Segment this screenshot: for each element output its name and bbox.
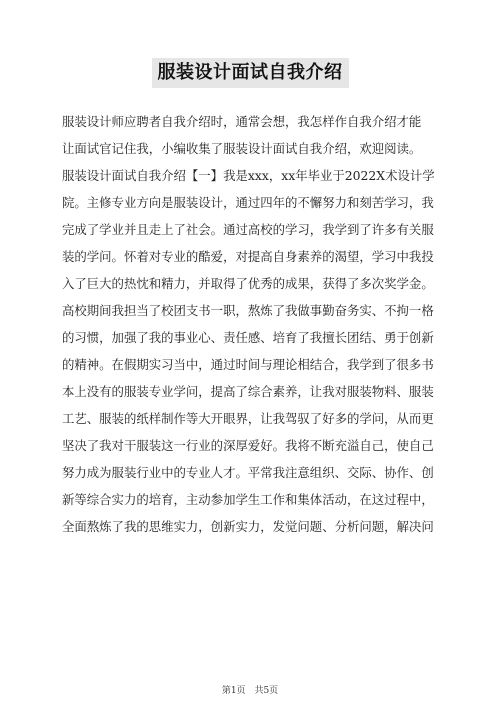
body-line: 新等综合实力的培育，主动参加学生工作和集体活动，在这过程中， [62,492,434,507]
body-line: 入了巨大的热忱和精力，并取得了优秀的成果，获得了多次奖学金。 [62,276,434,291]
body-line: 高校期间我担当了校团支书一职，熬炼了我做事勤奋务实、不拘一格 [62,303,434,318]
body-line: 本上没有的服装专业学问，提高了综合素养，让我对服装物料、服装 [62,384,434,399]
body-line: 坚决了我对干服装这一行业的深厚爱好。我将不断充溢自己，使自己 [62,438,434,453]
page-footer [0,683,500,696]
document-title: 服装设计面试自我介绍 [152,58,349,88]
body-line: 完成了学业并且走上了社会。通过高校的学习，我学到了许多有关服 [62,222,434,237]
body-line: 的习惯，加强了我的事业心、责任感、培育了我擅长团结、勇于创新 [62,330,434,345]
body-line: 服装设计师应聘者自我介绍时，通常会想，我怎样作自我介绍才能 [62,114,422,129]
page-number: 第1页 [221,686,246,696]
body-line: 的精神。在假期实习当中，通过时间与理论相结合，我学到了很多书 [62,357,434,372]
body-line: 院。主修专业方向是服装设计，通过四年的不懈努力和刻苦学习，我 [62,195,434,210]
body-line: 服装设计面试自我介绍【一】我是xxx，xx年毕业于2022X术设计学 [62,168,435,183]
body-line: 装的学问。怀着对专业的酷爱，对提高自身素养的渴望，学习中我投 [62,249,434,264]
page-total: 共5页 [254,686,279,696]
title-container [0,58,500,88]
body-line: 让面试官记住我，小编收集了服装设计面试自我介绍，欢迎阅读。 [62,141,422,156]
document-body [62,108,440,540]
body-line: 全面熬炼了我的思维实力，创新实力，发觉问题、分析问题，解决问 [62,519,434,534]
body-line: 工艺、服装的纸样制作等大开眼界，让我驾驭了好多的学问，从而更 [62,411,434,426]
body-line: 努力成为服装行业中的专业人才。平常我注意组织、交际、协作、创 [62,465,434,480]
